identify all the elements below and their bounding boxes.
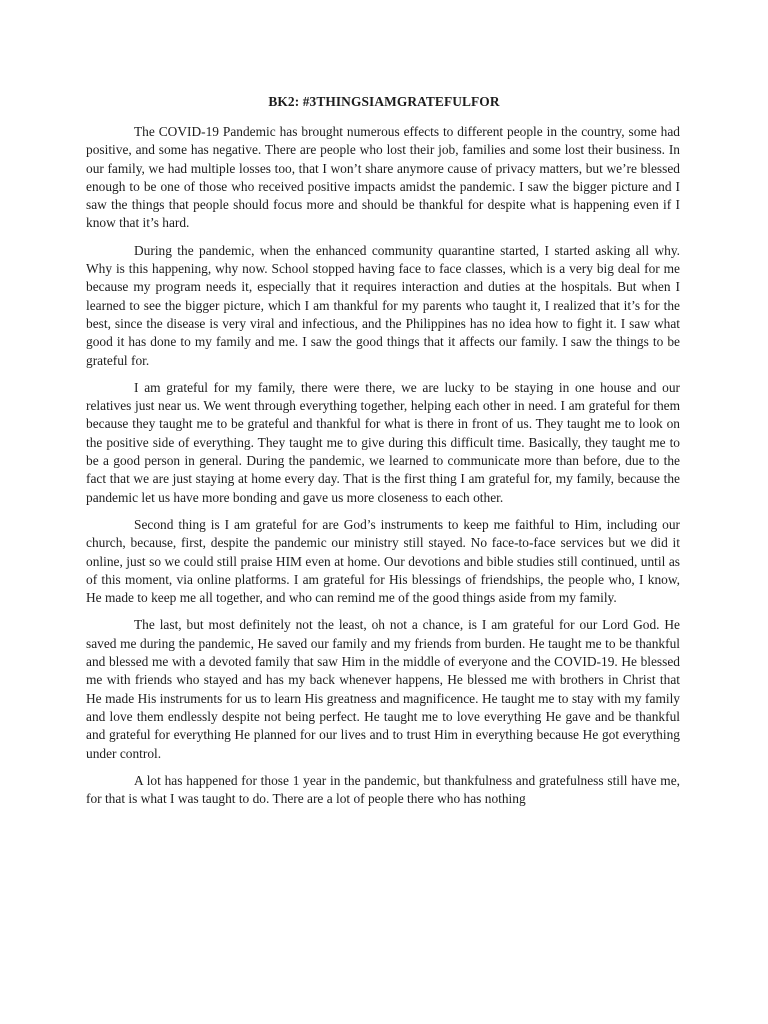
paragraph-3: I am grateful for my family, there were there, we are lucky to be staying in one house and our relatives just near us. We went through everything together, helping each other in need. I am grateful for them because they taught me to be grateful and thankful for what is there in front of us. They taught me to look on the positive side of everything. They taught me to give during this difficult time. Basically, they taught me to be a good person in general. During the pandemic, we learned to communicate more than before, due to the fact that we are just staying at home every day. That is the first thing I am grateful for, my family, because the pandemic let us have more bonding and gave us more closeness to each other. <box>86 379 680 505</box>
paragraph-6: A lot has happened for those 1 year in the pandemic, but thankfulness and gratefulness still have me, for that is what I was taught to do. There are a lot of people there who has nothing <box>86 772 680 807</box>
paragraph-4: Second thing is I am grateful for are God’s instruments to keep me faithful to Him, including our church, because, first, despite the pandemic our ministry still stayed. No face-to-face services but we did it online, just so we could still praise HIM even at home. Our devotions and bible studies still continued, until as of this moment, via online platforms. I am grateful for His blessings of friendships, the people who, I know, He made to keep me all together, and who can remind me of the good things aside from my family. <box>86 516 680 606</box>
paragraph-2: During the pandemic, when the enhanced community quarantine started, I started asking all why. Why is this happening, why now. School stopped having face to face classes, which is a very big deal for me because my program needs it, especially that it requires interaction and duties at the hospitals. But when I learned to see the bigger picture, which I am thankful for my parents who taught it, I realized that it’s for the best, since the disease is very viral and infectious, and the Philippines has no idea how to fight it. I saw what good it has done to my family and me. I saw the good things that it affects our family. I saw the things to be grateful for. <box>86 242 680 368</box>
paragraph-1: The COVID-19 Pandemic has brought numerous effects to different people in the country, some had positive, and some has negative. There are people who lost their job, families and some lost their business. In our family, we had multiple losses too, that I won’t share anymore cause of privacy matters, but we’re blessed enough to be one of those who received positive impacts amidst the pandemic. I saw the bigger picture and I saw the things that people should focus more and should be thankful for despite what is happening even if I know that it’s hard. <box>86 124 680 231</box>
document-title: BK2: #3THINGSIAMGRATEFULFOR <box>268 94 500 109</box>
document-body <box>86 123 680 817</box>
paragraph-5: The last, but most definitely not the least, oh not a chance, is I am grateful for our Lord God. He saved me during the pandemic, He saved our family and my friends from burden. He taught me to be thankful and blessed me with a devoted family that saw Him in the middle of everyone and the COVID-19. He blessed me with friends who stayed and has my back whenever happens, He blessed me with brothers in Christ that He made His instruments for us to learn His greatness and magnificence. He taught me to stay with my family and love them endlessly despite not being perfect. He taught me to love everything He gave and be thankful and grateful for everything He planned for our lives and to trust Him in everything because He got everything under control. <box>86 617 680 761</box>
